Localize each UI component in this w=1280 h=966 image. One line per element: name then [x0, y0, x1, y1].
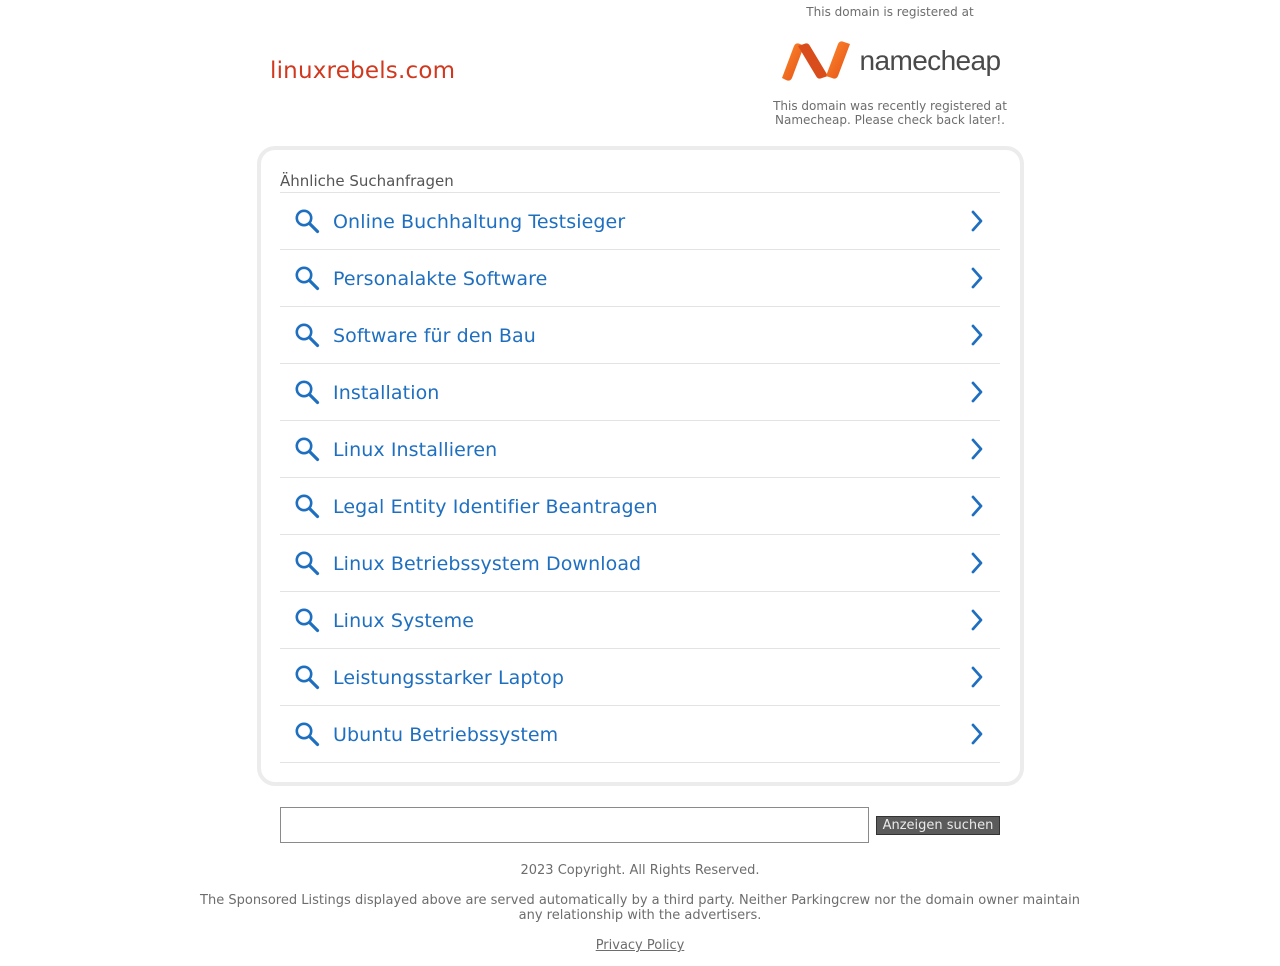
search-ads-button[interactable]: Anzeigen suchen [876, 816, 1000, 835]
related-search-item[interactable] [280, 193, 1000, 250]
registrar-note: This domain was recently registered at Namecheap. Please check back later!. [773, 99, 1007, 127]
search-icon [294, 664, 320, 694]
chevron-right-icon [970, 210, 984, 236]
registered-at-text: This domain is registered at [806, 5, 974, 19]
related-search-label: Software für den Bau [333, 325, 536, 347]
related-search-item[interactable] [280, 421, 1000, 478]
related-search-item[interactable] [280, 535, 1000, 592]
related-search-item[interactable] [280, 307, 1000, 364]
related-searches-box [257, 146, 1024, 786]
chevron-right-icon [970, 609, 984, 635]
related-search-label: Linux Betriebssystem Download [333, 553, 642, 575]
search-icon [294, 265, 320, 295]
registrar-panel [760, 4, 1020, 127]
search-icon [294, 436, 320, 466]
related-search-label: Legal Entity Identifier Beantragen [333, 496, 658, 518]
chevron-right-icon [970, 495, 984, 521]
search-icon [294, 550, 320, 580]
domain-title: linuxrebels.com [270, 58, 456, 84]
search-icon [294, 208, 320, 238]
search-icon [294, 607, 320, 637]
namecheap-n-icon [780, 40, 852, 82]
related-search-item[interactable] [280, 364, 1000, 421]
related-search-label: Installation [333, 382, 440, 404]
related-search-label: Online Buchhaltung Testsieger [333, 211, 626, 233]
search-icon [294, 493, 320, 523]
chevron-right-icon [970, 552, 984, 578]
related-search-label: Personalakte Software [333, 268, 548, 290]
related-search-label: Leistungsstarker Laptop [333, 667, 565, 689]
related-search-item[interactable] [280, 478, 1000, 535]
chevron-right-icon [970, 324, 984, 350]
ads-search-input[interactable] [280, 807, 869, 843]
related-search-item[interactable] [280, 592, 1000, 649]
related-searches-list [280, 192, 1000, 763]
namecheap-logo[interactable] [760, 27, 1020, 95]
chevron-right-icon [970, 723, 984, 749]
search-icon [294, 322, 320, 352]
related-search-label: Linux Installieren [333, 439, 498, 461]
related-search-label: Linux Systeme [333, 610, 475, 632]
registrar-name: namecheap [859, 45, 1001, 76]
chevron-right-icon [970, 438, 984, 464]
search-icon [294, 721, 320, 751]
chevron-right-icon [970, 381, 984, 407]
copyright-text: 2023 Copyright. All Rights Reserved. [520, 863, 760, 878]
related-search-item[interactable] [280, 649, 1000, 706]
privacy-policy-link[interactable]: Privacy Policy [595, 938, 685, 953]
related-searches-title: Ähnliche Suchanfragen [280, 172, 454, 190]
related-search-label: Ubuntu Betriebssystem [333, 724, 559, 746]
privacy-footer [0, 938, 1280, 953]
disclaimer-text: The Sponsored Listings displayed above are served automatically by a third party. Neither Parkingcrew nor the domain owner maintain any relationship with the advertisers. [200, 893, 1080, 923]
related-search-item[interactable] [280, 250, 1000, 307]
chevron-right-icon [970, 267, 984, 293]
search-icon [294, 379, 320, 409]
chevron-right-icon [970, 666, 984, 692]
related-search-item[interactable] [280, 706, 1000, 763]
